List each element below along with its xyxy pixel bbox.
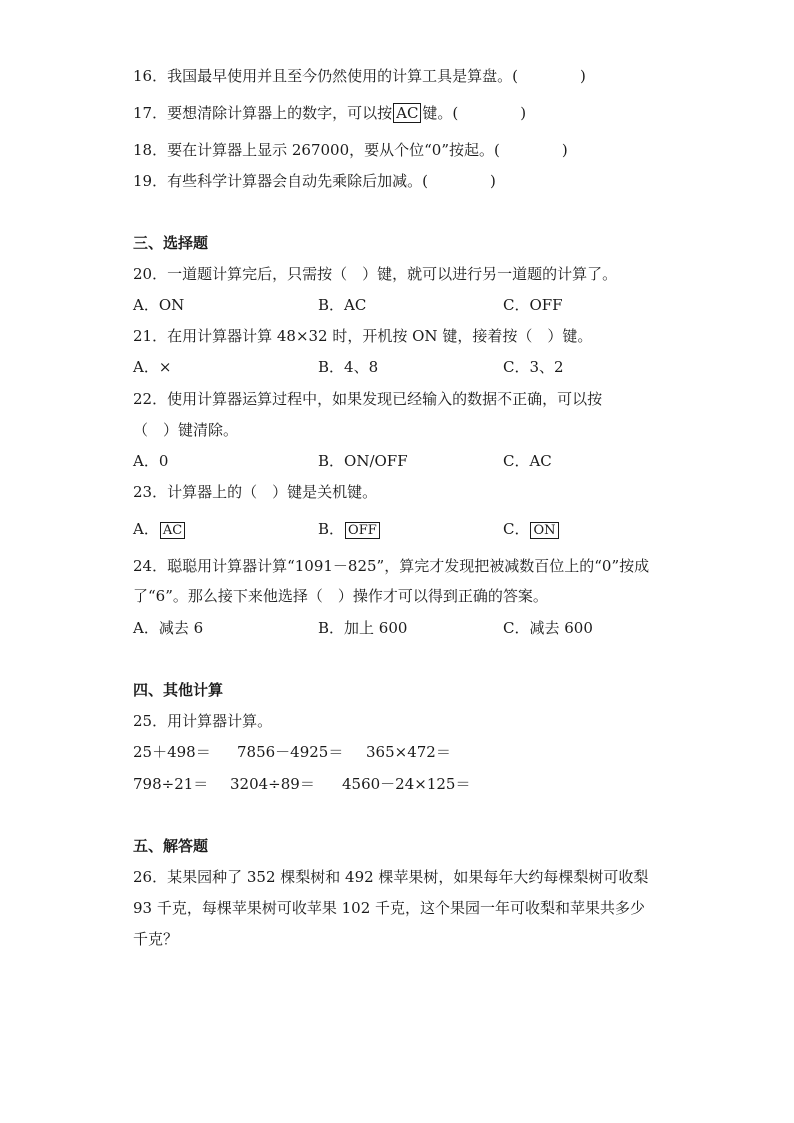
question-text: 要在计算器上显示 267000，要从个位“0”按起。( bbox=[167, 141, 500, 159]
question-26-line1: 26．某果园种了 352 棵梨树和 492 棵苹果树，如果每年大约每棵梨树可收梨 bbox=[133, 868, 649, 886]
option-c[interactable]: C．3、2 bbox=[503, 358, 564, 376]
question-22-line1: 22．使用计算器运算过程中，如果发现已经输入的数据不正确，可以按 bbox=[133, 390, 603, 408]
option-c[interactable]: C．减去 600 bbox=[503, 619, 593, 637]
option-b[interactable]: B．加上 600 bbox=[318, 619, 408, 637]
off-key-icon: OFF bbox=[345, 522, 380, 539]
question-20: 20．一道题计算完后，只需按（ ）键，就可以进行另一道题的计算了。 bbox=[133, 265, 618, 283]
section-heading-choice: 三、选择题 bbox=[133, 234, 209, 252]
question-18: 18．要在计算器上显示 267000，要从个位“0”按起。( ) bbox=[133, 141, 568, 159]
question-21: 21．在用计算器计算 48×32 时，开机按 ON 键，接着按（ ）键。 bbox=[133, 327, 593, 345]
expression: 4560－24×125＝ bbox=[342, 775, 471, 793]
question-26-line2: 93 千克，每棵苹果树可收苹果 102 千克，这个果园一年可收梨和苹果共多少 bbox=[133, 899, 646, 917]
question-text: 有些科学计算器会自动先乘除后加减。( bbox=[167, 172, 428, 190]
question-19: 19．有些科学计算器会自动先乘除后加减。( ) bbox=[133, 172, 496, 190]
ac-key-icon: AC bbox=[393, 103, 421, 123]
question-23: 23．计算器上的（ ）键是关机键。 bbox=[133, 483, 378, 501]
section-heading-solve: 五、解答题 bbox=[133, 837, 209, 855]
question-25: 25．用计算器计算。 bbox=[133, 712, 273, 730]
option-b[interactable]: B．AC bbox=[318, 296, 367, 314]
question-24-line2: 了“6”。那么接下来他选择（ ）操作才可以得到正确的答案。 bbox=[133, 587, 548, 605]
option-b[interactable]: B． OFF bbox=[318, 519, 381, 539]
question-text: 要想清除计算器上的数字，可以按 bbox=[167, 104, 393, 122]
question-text: 我国最早使用并且至今仍然使用的计算工具是算盘。( bbox=[167, 67, 518, 85]
question-22-line2: （ ）键清除。 bbox=[133, 421, 239, 439]
question-number: 16． bbox=[133, 67, 168, 85]
option-b[interactable]: B．4、8 bbox=[318, 358, 379, 376]
option-b[interactable]: B．ON/OFF bbox=[318, 452, 408, 470]
section-heading-calc: 四、其他计算 bbox=[133, 681, 224, 699]
question-24-line1: 24．聪聪用计算器计算“1091－825”，算完才发现把被减数百位上的“0”按成 bbox=[133, 557, 650, 575]
question-number: 17． bbox=[133, 104, 168, 122]
expression: 365×472＝ bbox=[366, 743, 451, 761]
expression: 798÷21＝ bbox=[133, 775, 209, 793]
question-17: 17．要想清除计算器上的数字，可以按 AC 键。( ) bbox=[133, 104, 527, 122]
option-a[interactable]: A．0 bbox=[133, 452, 169, 470]
expression: 3204÷89＝ bbox=[230, 775, 315, 793]
expression: 25＋498＝ bbox=[133, 743, 211, 761]
option-c[interactable]: C． ON bbox=[503, 519, 560, 539]
option-a[interactable]: A．ON bbox=[133, 296, 185, 314]
question-number: 18． bbox=[133, 141, 168, 159]
option-a[interactable]: A．减去 6 bbox=[133, 619, 204, 637]
option-a[interactable]: A． AC bbox=[133, 519, 186, 539]
option-c[interactable]: C．AC bbox=[503, 452, 552, 470]
ac-key-icon: AC bbox=[160, 522, 185, 539]
question-number: 19． bbox=[133, 172, 168, 190]
question-26-line3: 千克？ bbox=[133, 930, 179, 948]
on-key-icon: ON bbox=[530, 522, 558, 539]
question-16: 16．我国最早使用并且至今仍然使用的计算工具是算盘。( ) bbox=[133, 67, 586, 85]
expression: 7856－4925＝ bbox=[237, 743, 344, 761]
option-c[interactable]: C．OFF bbox=[503, 296, 563, 314]
option-a[interactable]: A．× bbox=[133, 358, 172, 376]
